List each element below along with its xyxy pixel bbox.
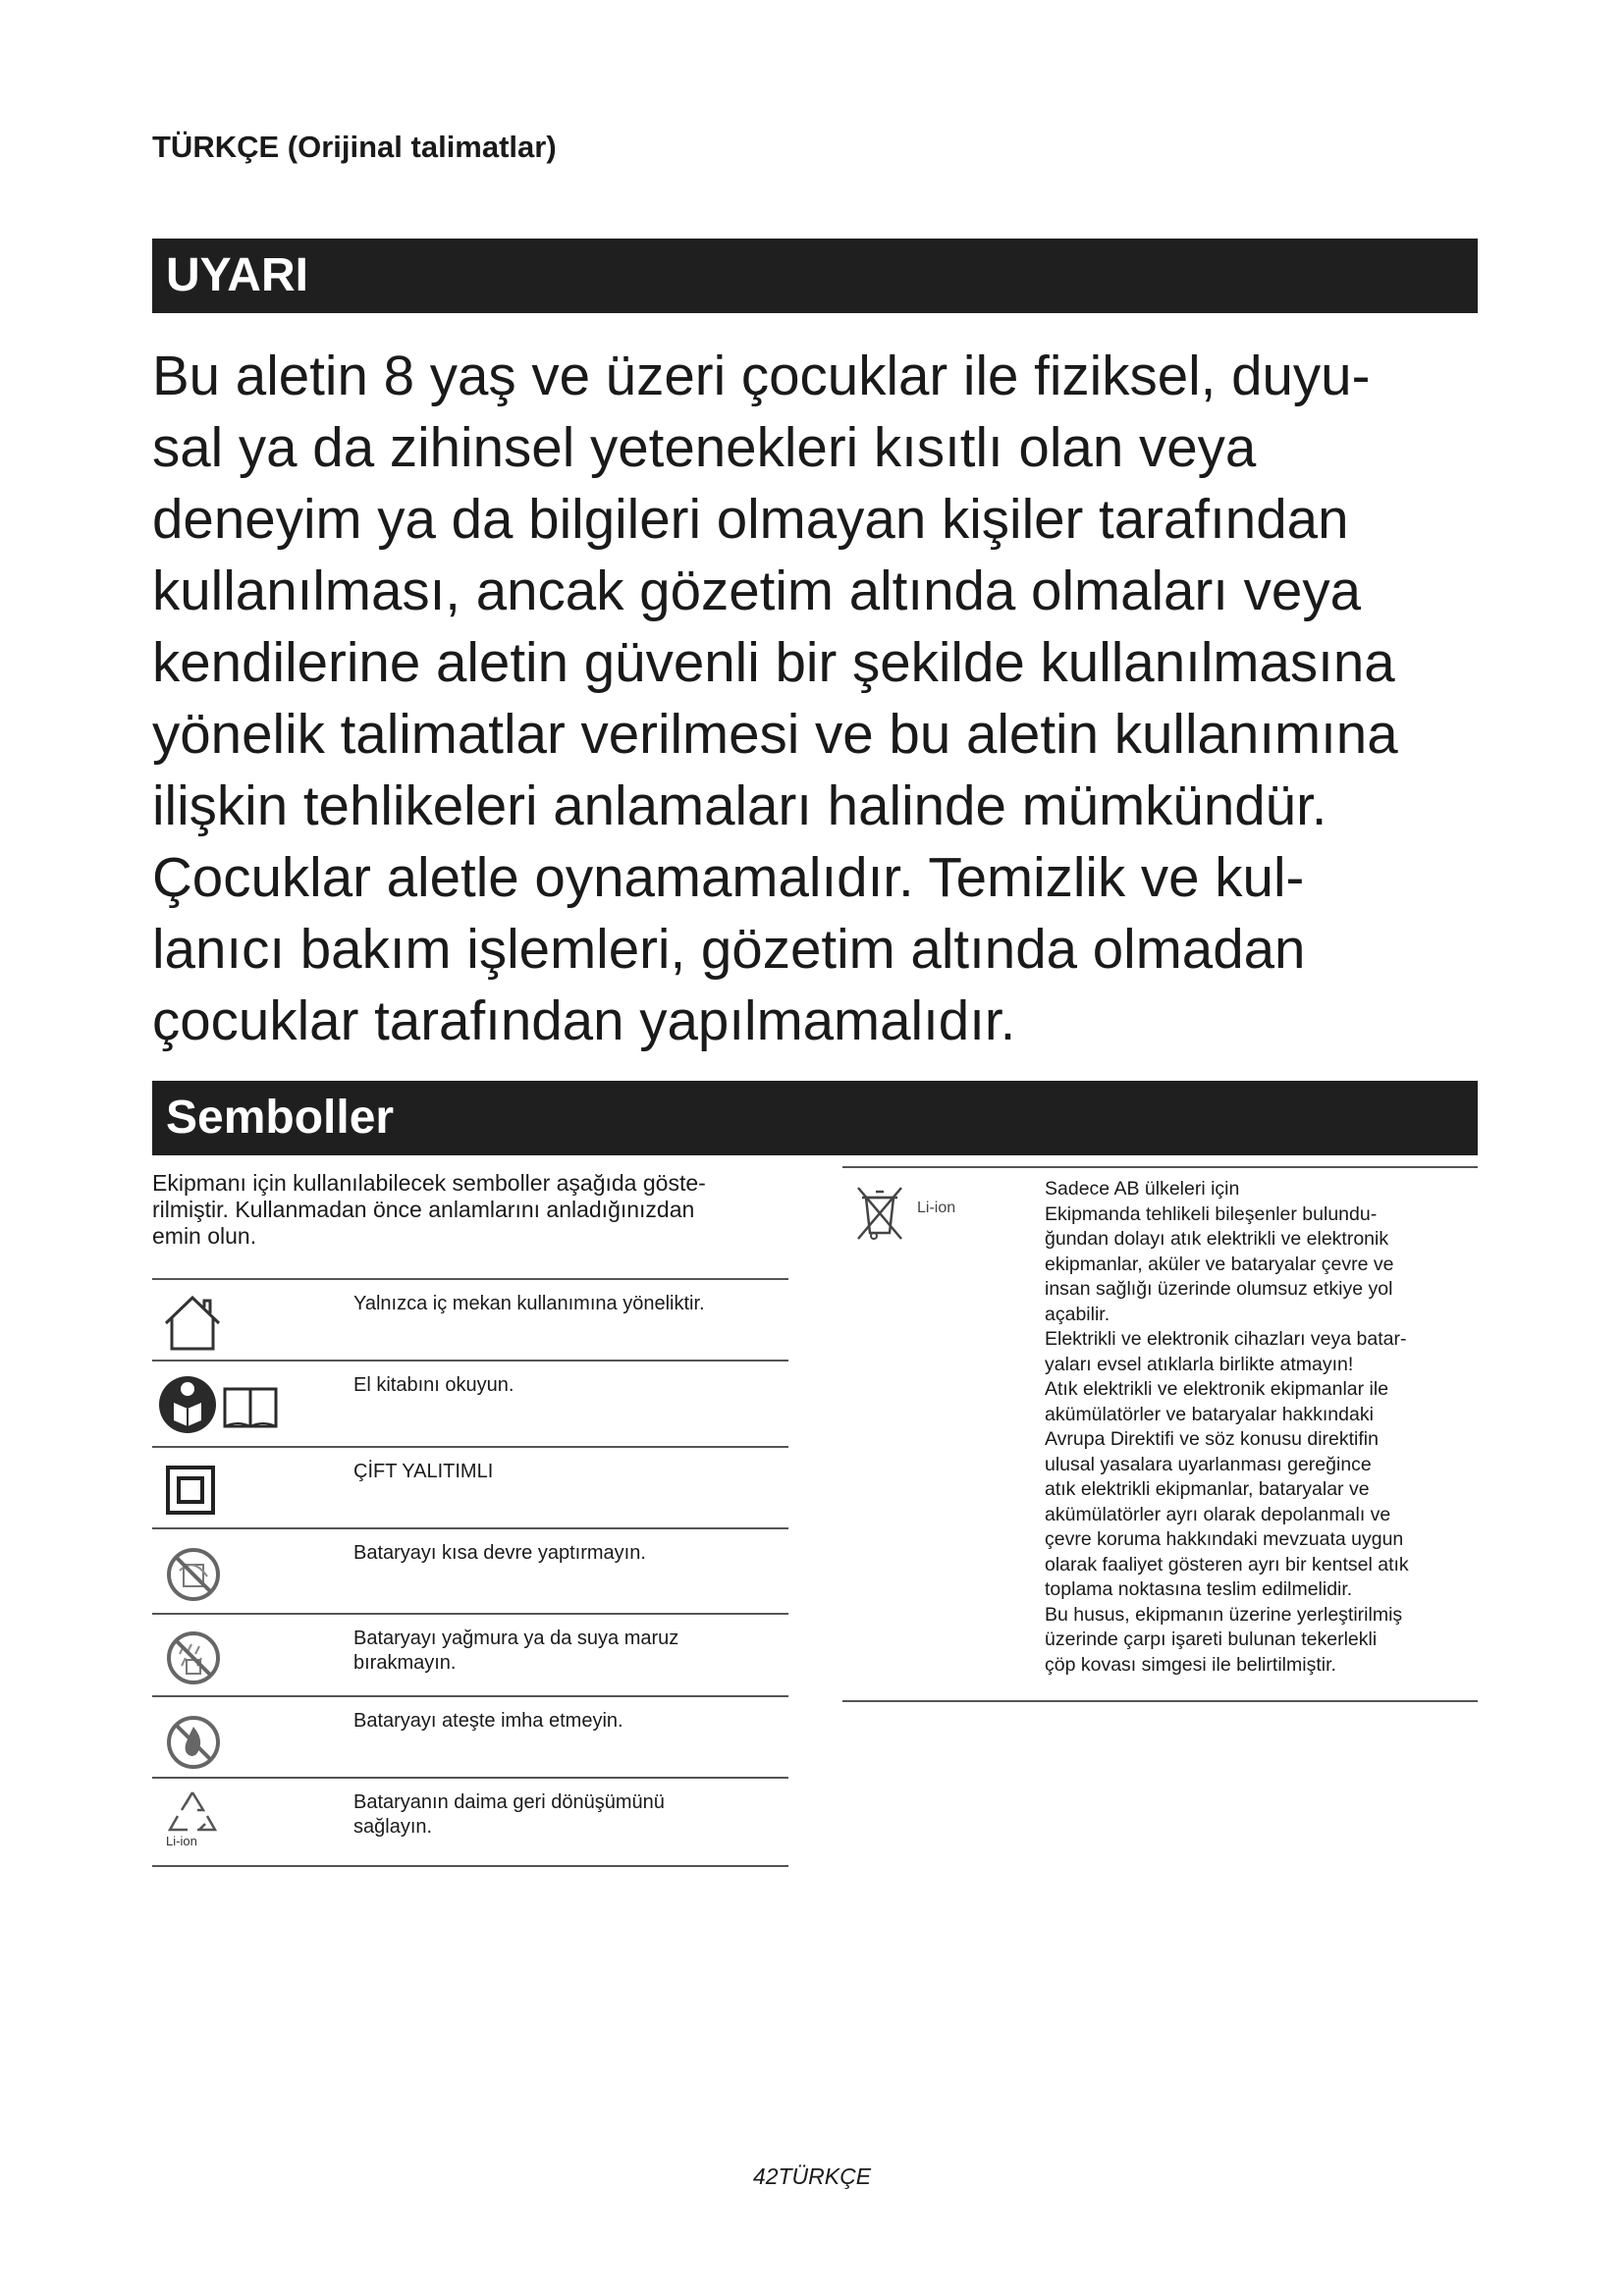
symbols-banner: Semboller: [152, 1081, 1478, 1155]
symbols-table: [152, 1278, 788, 1867]
warning-text: Bu aletin 8 yaş ve üzeri çocuklar ile fiziksel, duyu- sal ya da zihinsel yetenekleri kısıtlı olan veya deneyim ya da bilgileri olmayan kişiler tarafından kullanılması, ancak gözetim altında olmaları veya kendilerine aletin güvenli bir şekilde kullanılmasına yönelik talimatlar verilmesi ve bu aletin kullanımına ilişkin tehlikeleri anlamaları halinde mümkündür. Çocuklar aletle oynamamalıdır. Temizlik ve kul- lanıcı bakım işlemleri, gözetim altında olmadan çocuklar tarafından yapılmamalıdır.: [152, 345, 1398, 1051]
symbol-text: Bataryayı ateşte imha etmeyin.: [353, 1710, 623, 1732]
recycle-icon: [158, 1787, 286, 1857]
symbol-text: Bataryayı yağmura ya da suya maruz bırakmayın.: [353, 1628, 679, 1674]
weee-text: Sadece AB ülkeleri için Ekipmanda tehlikeli bileşenler bulundu- ğundan dolayı atık elektrikli ve elektronik ekipmanlar, aküler ve bataryalar çevre ve insan sağlığı üzerinde olumsuz etkiye yol açabilir. Elektrikli ve elektronik cihazları veya batar- yaları evsel atıklarla birlikte atmayın! Atık elektrikli ve elektronik ekipmanlar ile akümülatörler ve bataryalar hakkındaki Avrupa Direktifi ve söz konusu direktifin ulusal yasalara uyarlanması gereğince atık elektrikli ekipmanlar, bataryalar ve akümülatörler ayrı olarak depolanmalı ve çevre koruma hakkındaki mevzuata uygun olarak faaliyet gösteren ayrı bir kentsel atık toplama noktasına teslim edilmelidir. Bu husus, ekipmanın üzerine yerleştirilmiş üzerinde çarpı işareti bulunan tekerlekli çöp kovası simgesi ile belirtilmiştir.: [1045, 1178, 1409, 1676]
symbol-row-no-fire: [152, 1697, 788, 1779]
symbol-row-no-water: [152, 1615, 788, 1697]
house-icon: [158, 1288, 286, 1359]
symbol-text: El kitabını okuyun.: [353, 1374, 514, 1396]
double-insulation-icon: [158, 1456, 286, 1526]
no-short-circuit-icon: [158, 1537, 286, 1608]
symbols-intro: Ekipmanı için kullanılabilecek semboller aşağıda göste- rilmiştir. Kullanmadan önce anlamlarını anladığınızdan emin olun.: [152, 1170, 706, 1249]
recycle-li-ion-label: Li-ion: [166, 1834, 197, 1848]
no-water-icon: [158, 1623, 286, 1693]
warning-banner: UYARI: [152, 239, 1478, 313]
no-fire-icon: [158, 1705, 286, 1776]
symbol-row-indoor: [152, 1280, 788, 1362]
weee-disposal-section: [842, 1166, 1478, 1702]
symbol-text: Bataryayı kısa devre yaptırmayın.: [353, 1542, 646, 1564]
symbol-row-no-short-circuit: [152, 1529, 788, 1615]
symbol-text: Bataryanın daima geri dönüşümünü sağlayın.: [353, 1791, 665, 1838]
page-footer: 42TÜRKÇE: [752, 2163, 872, 2189]
symbol-text: ÇİFT YALITIMLI: [353, 1461, 494, 1482]
crossed-bin-icon: [852, 1182, 907, 1248]
weee-li-ion-label: Li-ion: [917, 1200, 956, 1216]
read-manual-icon: [158, 1369, 286, 1440]
language-title: TÜRKÇE (Orijinal talimatlar): [152, 130, 557, 164]
symbol-row-double-insulation: [152, 1448, 788, 1529]
symbol-row-recycle: [152, 1779, 788, 1867]
symbol-text: Yalnızca iç mekan kullanımına yöneliktir.: [353, 1293, 705, 1314]
symbol-row-manual: [152, 1362, 788, 1448]
